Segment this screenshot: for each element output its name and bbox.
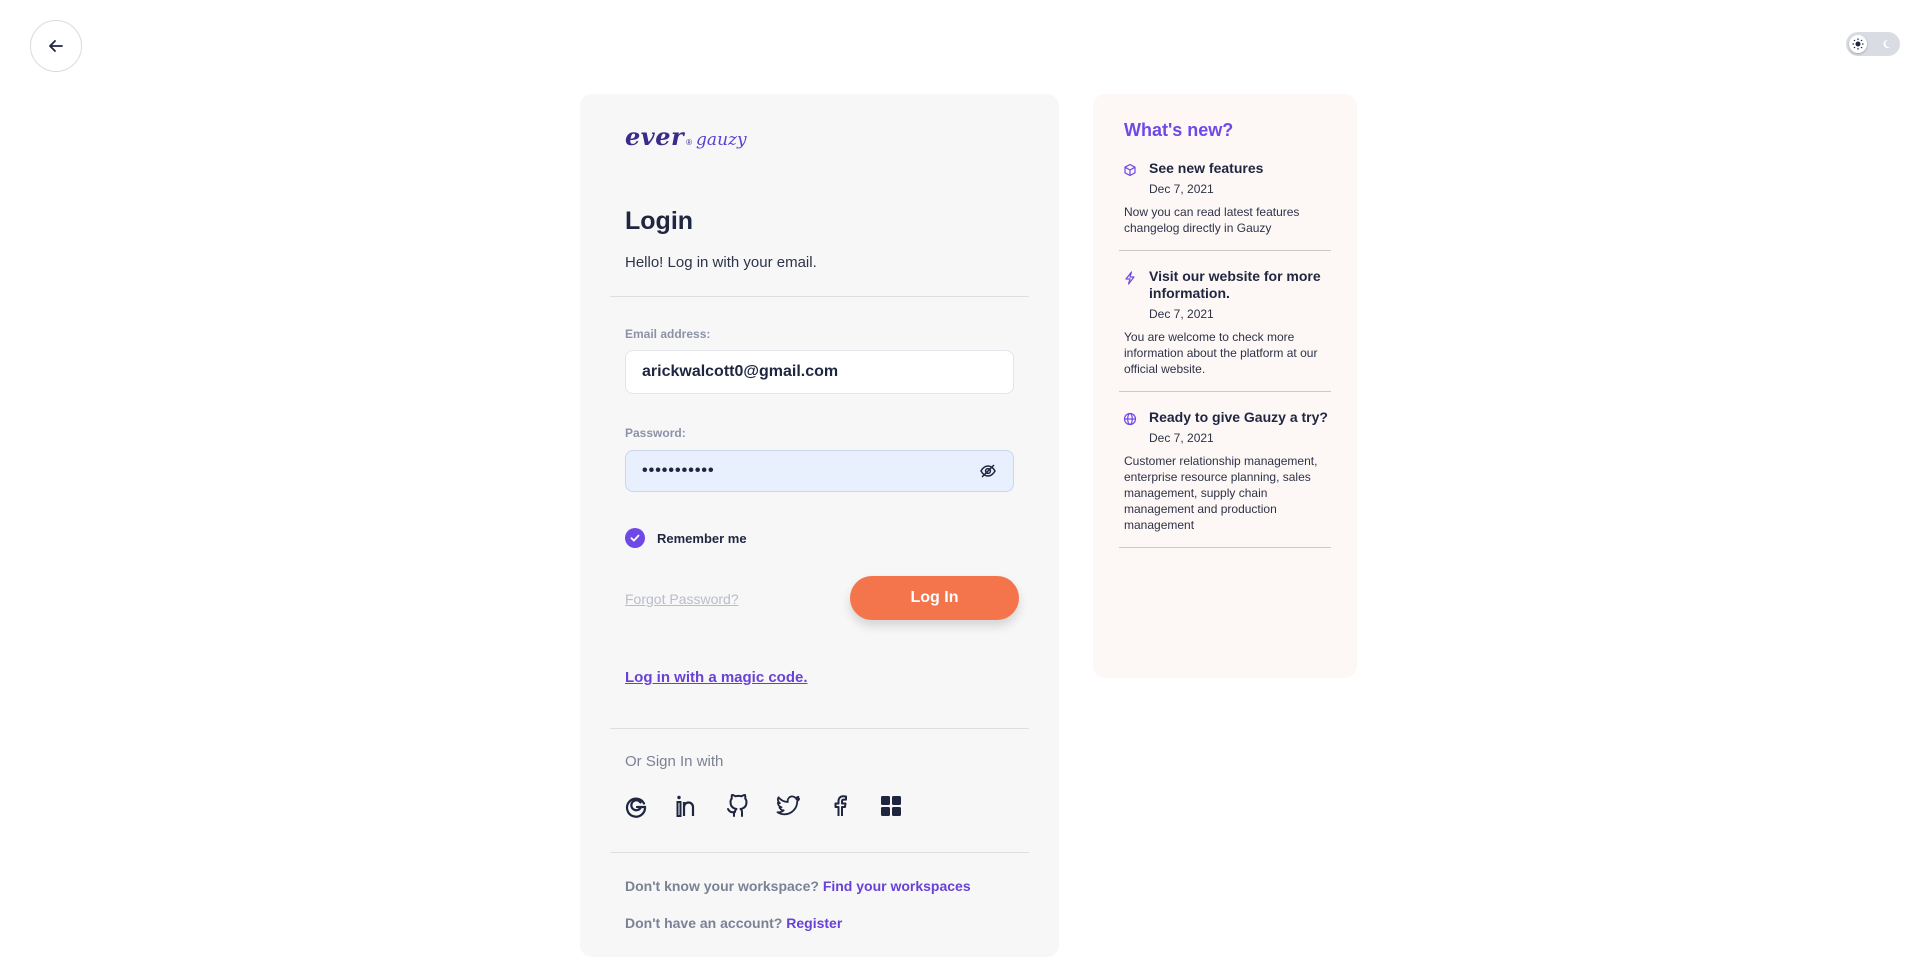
back-button[interactable]: [30, 20, 82, 72]
news-item-title: Ready to give Gauzy a try?: [1149, 409, 1328, 425]
divider: [610, 852, 1029, 853]
social-login-row: [623, 793, 904, 819]
news-item-date: Dec 7, 2021: [1149, 431, 1214, 445]
news-item: [1119, 268, 1331, 392]
page-subtitle: Hello! Log in with your email.: [625, 254, 817, 271]
news-item: [1119, 409, 1331, 548]
or-sign-in-label: Or Sign In with: [625, 753, 724, 770]
forgot-password-link[interactable]: Forgot Password?: [625, 591, 739, 607]
google-icon[interactable]: [623, 793, 649, 819]
logo-gauzy: gauzy: [696, 130, 747, 150]
workspace-line: [625, 878, 971, 894]
divider: [610, 296, 1029, 297]
logo-registered: ®: [686, 138, 693, 147]
moon-icon: [1881, 39, 1891, 49]
github-icon[interactable]: [725, 793, 751, 819]
divider: [610, 728, 1029, 729]
news-item-date: Dec 7, 2021: [1149, 307, 1214, 321]
register-link[interactable]: Register: [786, 915, 843, 931]
account-text: Don't have an account?: [625, 915, 783, 931]
whats-new-title: What's new?: [1124, 120, 1234, 140]
news-item-date: Dec 7, 2021: [1149, 182, 1214, 196]
page-title: Login: [625, 207, 694, 235]
news-item-title: See new features: [1149, 160, 1264, 176]
password-field-wrapper: [625, 450, 1014, 492]
email-field[interactable]: [625, 350, 1014, 394]
logo: [625, 122, 747, 151]
linkedin-icon[interactable]: [674, 793, 700, 819]
workspace-text: Don't know your workspace?: [625, 878, 819, 894]
news-item-description: Now you can read latest features changelog directly in Gauzy: [1124, 205, 1300, 235]
find-workspaces-link[interactable]: Find your workspaces: [822, 878, 971, 894]
register-line: [625, 915, 842, 931]
password-field[interactable]: [642, 462, 979, 480]
sun-icon: [1849, 35, 1867, 53]
remember-me-checkbox[interactable]: [625, 528, 747, 548]
globe-icon: [1123, 412, 1137, 426]
remember-me-label: Remember me: [657, 530, 747, 546]
news-item-title: Visit our website for more information.: [1149, 268, 1321, 301]
divider: [1119, 547, 1331, 548]
checkbox-check-icon: [625, 528, 645, 548]
whats-new-panel: [1093, 94, 1357, 678]
news-item-description: You are welcome to check more information about the platform at our official website.: [1124, 330, 1318, 376]
logo-ever: ever: [625, 122, 685, 151]
cube-icon: [1123, 163, 1137, 177]
login-button[interactable]: Log In: [850, 576, 1019, 620]
password-label: Password:: [625, 426, 686, 440]
microsoft-icon[interactable]: [878, 793, 904, 819]
arrow-left-icon: [48, 38, 64, 54]
flash-icon: [1123, 271, 1137, 285]
divider: [1119, 250, 1331, 251]
twitter-icon[interactable]: [776, 793, 802, 819]
news-item: [1119, 160, 1331, 251]
eye-off-icon[interactable]: [979, 462, 997, 480]
divider: [1119, 391, 1331, 392]
email-label: Email address:: [625, 327, 711, 341]
news-item-description: Customer relationship management, enterprise resource planning, sales management, supply chain management and production management: [1124, 454, 1318, 532]
login-card: [580, 94, 1059, 957]
magic-code-link[interactable]: Log in with a magic code.: [625, 669, 808, 686]
facebook-icon[interactable]: [827, 793, 853, 819]
theme-toggle[interactable]: [1846, 32, 1900, 56]
